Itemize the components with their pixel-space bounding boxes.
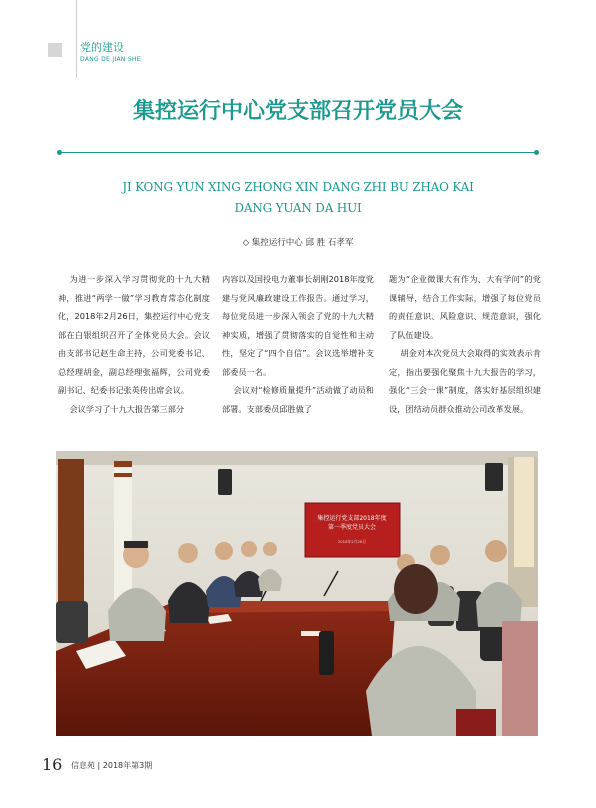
text-column-2 [222, 270, 374, 418]
byline: ◇ 集控运行中心 邱 胜 石孝军 [242, 238, 354, 248]
meeting-photo [56, 451, 538, 736]
section-subtitle: DANG DE JIAN SHE [80, 56, 141, 63]
section-title: 党的建设 [80, 41, 124, 54]
article-title: 集控运行中心党支部召开党员大会 [132, 99, 463, 124]
paragraph: 内容以及国投电力董事长胡刚2018年度党建与党风廉政建设工作报告。通过学习，每位党员进一步深入领会了党的十九大精神实质，增强了贯彻落实的自觉性和主动性，坚定了“四个自信”。会议选举增补支部委员一名。 [222, 274, 374, 377]
screen-text-line-1: 集控运行党支部2018年度 [317, 515, 387, 522]
screen-text-date: 2018年2月26日 [337, 539, 367, 544]
text-column-1 [58, 270, 210, 418]
section-marker-square [48, 43, 62, 57]
title-divider [60, 152, 536, 153]
paragraph: 胡金对本次党员大会取得的实效表示肯定，指出要强化聚焦十九大报告的学习，强化“三会一课”制度，落实好基层组织建设，团结动员群众推动公司改革发展。 [389, 348, 541, 414]
pinyin-title-line-1: JI KONG YUN XING ZHONG XIN DANG ZHI BU ZHAO KAI [122, 180, 474, 194]
screen-text-line-2: 第一季度党员大会 [327, 524, 377, 531]
paragraph: 为进一步深入学习贯彻党的十九大精神，推进“两学一做”学习教育常态化制度化，2018年2月26日，集控运行中心党支部在白银组织召开了全体党员大会。会议由支部书记赵生命主持，公司党委书记、总经理胡金，副总经理张福辉，公司党委副书记、纪委书记张英传出席会议。 [58, 274, 210, 395]
publication-info: 信息苑 | 2018年第3期 [71, 761, 153, 770]
text-column-3 [389, 270, 541, 418]
paragraph: 题为“企业微课大有作为、大有学问”的党课辅导，结合工作实际，增强了每位党员的责任意识、风险意识、规范意识，强化了队伍建设。 [389, 274, 541, 340]
header-vertical-rule [76, 0, 77, 78]
page-number: 16 [42, 755, 63, 774]
divider-dot-right [534, 150, 539, 155]
pinyin-title-line-2: DANG YUAN DA HUI [234, 201, 362, 215]
paragraph: 会议对“检修质量提升”活动做了动员和部署。支部委员邱胜做了 [222, 385, 374, 414]
paragraph: 会议学习了十九大报告第三部分 [69, 403, 185, 414]
